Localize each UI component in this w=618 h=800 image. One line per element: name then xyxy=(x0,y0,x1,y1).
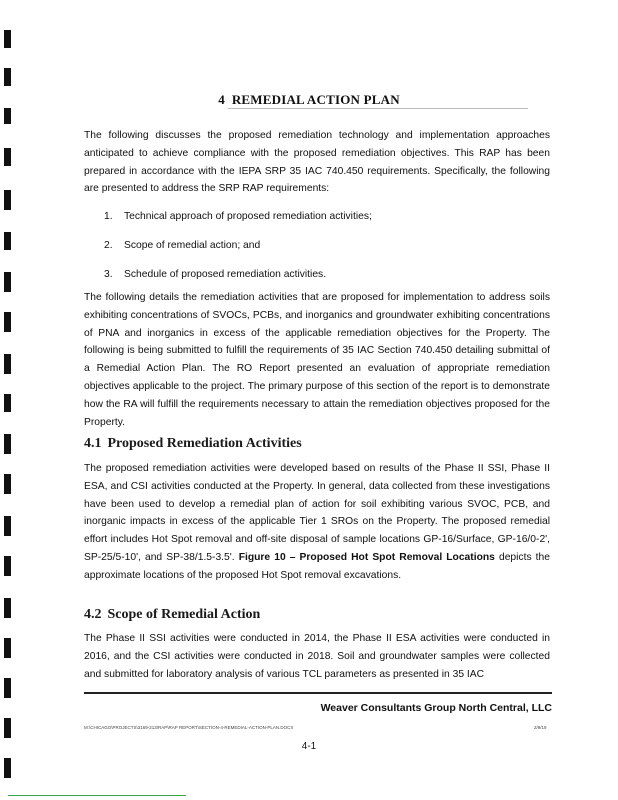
subsection-number: 4.1 xyxy=(84,436,102,451)
subsection-number: 4.2 xyxy=(84,607,102,622)
paragraph-text: The proposed remediation activities were developed based on results of the Phase II SSI, Phase II ESA, and CSI activities conducted at the Property. In general, data collected from these investigations have been used to develop a remedial plan of action for soil exhibiting various SVOC, PCB, and inorganic impacts in excess of the applicable Tier 1 SROs on the Property. The proposed remedial effort includes Hot Spot removal and off-site disposal of sample locations GP-16/Surface, GP-16/0-2', SP-25/5-10', and SP-38/1.5-3.5'. xyxy=(84,463,550,563)
subsection-heading-4-2 xyxy=(84,607,260,623)
binder-mark xyxy=(4,678,11,698)
page-number: 4-1 xyxy=(301,741,317,752)
binder-mark xyxy=(4,68,11,86)
heading-rule xyxy=(228,108,528,109)
list-item xyxy=(104,239,260,253)
intro-paragraph: The following discusses the proposed remediation technology and implementation approaches anticipated to achieve compliance with the proposed remediation objectives. This RAP has been prepared in accordance with the IEPA SRP 35 IAC 740.450 requirements. Specifically, the following are presented to address the SRP RAP requirements: xyxy=(84,130,550,195)
subsection-heading-4-1 xyxy=(84,436,302,452)
list-item-number: 3. xyxy=(104,269,113,280)
list-item-text: Technical approach of proposed remediation activities; xyxy=(124,211,372,222)
binder-mark xyxy=(4,108,11,124)
subsection-title: Proposed Remediation Activities xyxy=(107,436,302,451)
section-title: REMEDIAL ACTION PLAN xyxy=(231,92,400,107)
list-item-number: 2. xyxy=(104,240,113,251)
binder-mark xyxy=(4,718,11,738)
binder-mark xyxy=(4,474,11,494)
scan-edge-line xyxy=(8,795,186,796)
binder-mark xyxy=(4,190,11,210)
list-item-text: Schedule of proposed remediation activities. xyxy=(124,269,327,280)
binder-mark xyxy=(4,638,11,658)
company-name: Weaver Consultants Group North Central, LLC xyxy=(320,702,552,714)
file-path: M:\CHICAGO\PROJECTS\3169-213\RAP\RAP REPORT\SECTION-4-REMEDIAL-ACTION-PLAN.DOCX xyxy=(84,725,294,730)
binder-mark xyxy=(4,556,11,576)
subsection-title: Scope of Remedial Action xyxy=(107,607,261,622)
binder-mark xyxy=(4,394,11,412)
list-item-text: Scope of remedial action; and xyxy=(124,240,261,251)
section-number: 4 xyxy=(218,92,225,107)
details-paragraph: The following details the remediation activities that are proposed for implementation to address soils exhibiting concentrations of SVOCs, PCBs, and inorganics and groundwater exhibiting concentrations of PNA and inorganics in excess of the applicable remediation objectives for the Property. The following is being submitted to fulfill the requirements of 35 IAC Section 740.450 detailing submittal of a Remedial Action Plan. The RO Report presented an evaluation of appropriate remediation objectives applicable to the project. The primary purpose of this section of the report is to demonstrate how the RA will fulfill the requirements necessary to attain the remediation objectives proposed for the Property. xyxy=(84,292,550,428)
footer-rule xyxy=(84,692,552,694)
binder-mark xyxy=(4,354,11,374)
list-item xyxy=(104,210,372,224)
list-item xyxy=(104,268,326,282)
scope-paragraph: The Phase II SSI activities were conducted in 2014, the Phase II ESA activities were conducted in 2016, and the CSI activities were conducted in 2018. Soil and groundwater samples were collected and submitted for laboratory analysis of various TCL parameters as presented in 35 IAC xyxy=(84,633,550,680)
section-heading xyxy=(0,92,618,108)
binder-mark xyxy=(4,148,11,166)
binder-mark xyxy=(4,312,11,332)
binder-mark xyxy=(4,232,11,250)
figure-reference: Figure 10 – Proposed Hot Spot Removal Locations xyxy=(238,551,495,563)
binder-mark xyxy=(4,272,11,292)
binder-mark xyxy=(4,598,11,618)
list-item-number: 1. xyxy=(104,211,113,222)
footer-date: 2/9/19 xyxy=(534,725,547,730)
binder-mark xyxy=(4,516,11,536)
proposed-activities-paragraph xyxy=(84,460,550,585)
binder-mark xyxy=(4,434,11,454)
binder-mark xyxy=(4,30,11,48)
binder-mark xyxy=(4,758,11,778)
paragraph-text: depicts the approximate locations of the proposed Hot Spot removal excavations. xyxy=(84,551,550,581)
